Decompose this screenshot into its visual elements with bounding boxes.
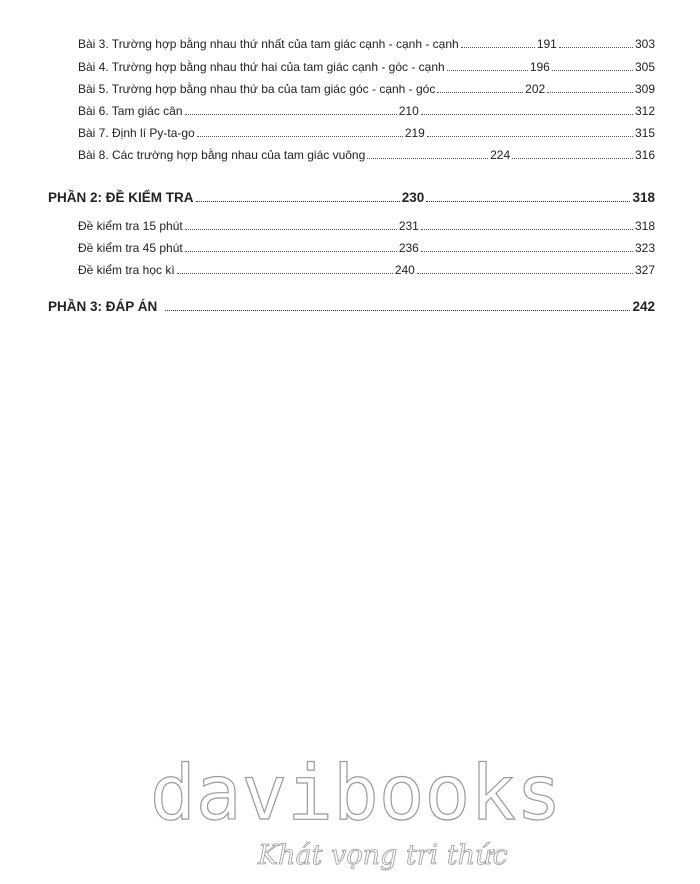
- entry-title: Đề kiểm tra 15 phút: [78, 219, 183, 233]
- part-title: PHẦN 2: ĐỀ KIỂM TRA: [48, 190, 194, 205]
- entry-answer-page: 318: [634, 219, 655, 233]
- entry-title: Bài 6. Tam giác cân: [78, 104, 183, 118]
- leader-dots: [417, 263, 633, 274]
- entry-title: Bài 3. Trường hợp bằng nhau thứ nhất của tam giác cạnh - cạnh - cạnh: [78, 37, 459, 51]
- entry-page: 202: [525, 82, 546, 96]
- part-page: 242: [632, 299, 655, 314]
- entry-page: 236: [398, 241, 419, 255]
- leader-dots: [547, 82, 633, 93]
- entry-page: 219: [404, 126, 425, 140]
- leader-dots: [559, 37, 633, 48]
- entry-page: 231: [398, 219, 419, 233]
- leader-dots: [185, 104, 397, 115]
- entry-answer-page: 316: [634, 148, 655, 162]
- part-title: PHẦN 3: ĐÁP ÁN: [48, 299, 158, 314]
- leader-dots: [197, 126, 403, 137]
- toc-entry: [78, 219, 655, 233]
- entry-page: 210: [398, 104, 419, 118]
- entry-page: 224: [490, 148, 511, 162]
- toc-entry: [78, 37, 655, 51]
- leader-dots: [196, 191, 400, 202]
- leader-dots: [426, 191, 630, 202]
- leader-dots: [185, 241, 397, 252]
- entry-title: Bài 7. Định lí Py-ta-go: [78, 126, 195, 140]
- toc-entry: [78, 148, 655, 162]
- leader-dots: [461, 37, 535, 48]
- entry-answer-page: 327: [634, 263, 656, 277]
- entry-answer-page: 305: [634, 60, 655, 74]
- entry-title: Đề kiểm tra học kì: [78, 263, 175, 277]
- leader-dots: [421, 241, 633, 252]
- part-answer-page: 318: [632, 190, 656, 205]
- leader-dots: [437, 82, 523, 93]
- toc-part-heading: [48, 300, 655, 315]
- toc-entry: [78, 82, 655, 96]
- watermark-brand: davibooks: [150, 748, 562, 837]
- entry-answer-page: 309: [634, 82, 656, 96]
- entry-answer-page: 303: [634, 37, 656, 51]
- entry-title: Bài 8. Các trường hợp bằng nhau của tam giác vuông: [78, 148, 366, 162]
- leader-dots: [552, 60, 633, 71]
- entry-answer-page: 312: [634, 104, 656, 118]
- toc-entry: [78, 60, 655, 74]
- entry-title: Đề kiểm tra 45 phút: [78, 241, 183, 255]
- entry-title: Bài 5. Trường hợp bằng nhau thứ ba của tam giác góc - cạnh - góc: [78, 82, 436, 96]
- entry-answer-page: 315: [634, 126, 655, 140]
- entry-page: 191: [536, 37, 557, 51]
- leader-dots: [165, 300, 630, 311]
- toc-entry: [78, 241, 655, 255]
- leader-dots: [512, 148, 633, 159]
- entry-title: Bài 4. Trường hợp bằng nhau thứ hai của tam giác cạnh - góc - cạnh: [78, 60, 445, 74]
- entry-page: 240: [394, 263, 415, 277]
- leader-dots: [421, 104, 633, 115]
- watermark-slogan: Khát vọng tri thức: [258, 840, 508, 871]
- leader-dots: [427, 126, 633, 137]
- leader-dots: [447, 60, 528, 71]
- entry-answer-page: 323: [634, 241, 655, 255]
- toc-entry: [78, 104, 655, 118]
- leader-dots: [185, 219, 397, 230]
- leader-dots: [421, 219, 633, 230]
- part-page: 230: [401, 190, 425, 205]
- leader-dots: [177, 263, 393, 274]
- entry-page: 196: [529, 60, 550, 74]
- leader-dots: [367, 148, 488, 159]
- toc-part-heading: [48, 191, 655, 206]
- toc-entry: [78, 126, 655, 140]
- toc-entry: [78, 263, 655, 277]
